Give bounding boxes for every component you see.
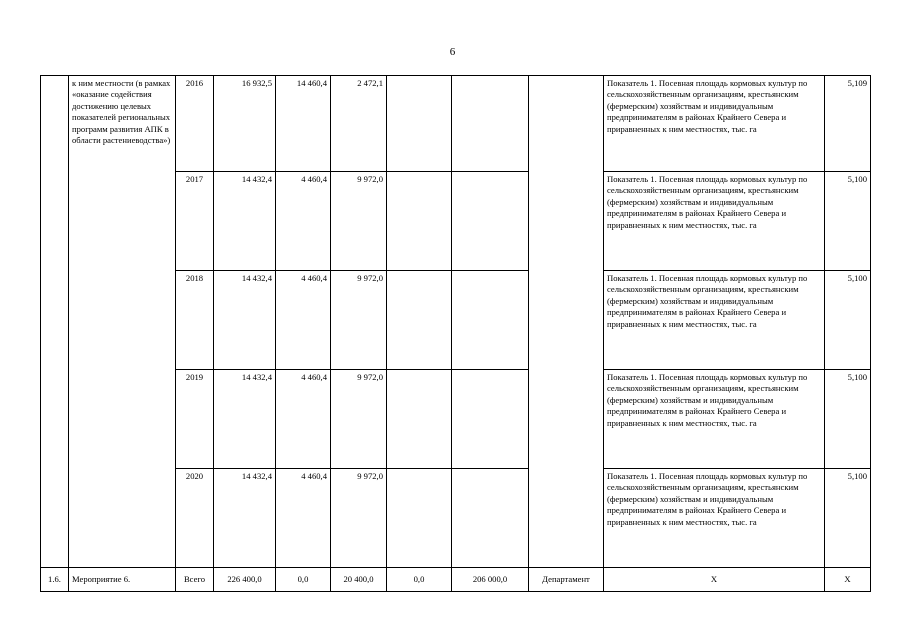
indicator-value-cell: 5,100: [825, 370, 871, 469]
indicator-cell: Показатель 1. Посевная площадь кормовых культур по сельскохозяйственным организациям, крестьянским (фермерским) хозяйствам и индивидуальным предпринимателям в районах Крайнего Севера и приравненных к ним местностях, тыс. га: [604, 172, 825, 271]
funding-cell: 4 460,4: [276, 370, 331, 469]
funding-cell: [387, 370, 452, 469]
funding-cell: 4 460,4: [276, 469, 331, 568]
total-cell: 226 400,0: [214, 568, 276, 592]
year-cell: 2016: [176, 76, 214, 172]
indicator-cell: Показатель 1. Посевная площадь кормовых культур по сельскохозяйственным организациям, крестьянским (фермерским) хозяйствам и индивидуальным предпринимателям в районах Крайнего Севера и приравненных к ним местностях, тыс. га: [604, 469, 825, 568]
funding-cell: 9 972,0: [331, 172, 387, 271]
year-cell: 2017: [176, 172, 214, 271]
program-table: [40, 75, 871, 592]
summary-row: [41, 568, 871, 592]
indicator-value-cell: 5,109: [825, 76, 871, 172]
row-number-cell: [41, 76, 69, 568]
indicator-cell: Показатель 1. Посевная площадь кормовых культур по сельскохозяйственным организациям, крестьянским (фермерским) хозяйствам и индивидуальным предпринимателям в районах Крайнего Севера и приравненных к ним местностях, тыс. га: [604, 271, 825, 370]
funding-cell: 2 472,1: [331, 76, 387, 172]
funding-cell: 9 972,0: [331, 271, 387, 370]
indicator-value-cell: 5,100: [825, 172, 871, 271]
funding-cell: [387, 271, 452, 370]
executor-cell: [529, 76, 604, 568]
total-cell: 14 432,4: [214, 172, 276, 271]
indicator-cell: Показатель 1. Посевная площадь кормовых культур по сельскохозяйственным организациям, крестьянским (фермерским) хозяйствам и индивидуальным предпринимателям в районах Крайнего Севера и приравненных к ним местностях, тыс. га: [604, 370, 825, 469]
funding-cell: [387, 76, 452, 172]
indicator-cell: Показатель 1. Посевная площадь кормовых культур по сельскохозяйственным организациям, крестьянским (фермерским) хозяйствам и индивидуальным предпринимателям в районах Крайнего Севера и приравненных к ним местностях, тыс. га: [604, 76, 825, 172]
table-row: [41, 76, 871, 172]
funding-cell: 9 972,0: [331, 469, 387, 568]
funding-cell: [387, 172, 452, 271]
executor-cell: Департамент: [529, 568, 604, 592]
funding-cell: 20 400,0: [331, 568, 387, 592]
year-cell: 2020: [176, 469, 214, 568]
funding-cell: 14 460,4: [276, 76, 331, 172]
funding-cell: 0,0: [387, 568, 452, 592]
indicator-value-cell: 5,100: [825, 469, 871, 568]
page-number: 6: [449, 46, 456, 58]
funding-cell: 4 460,4: [276, 172, 331, 271]
indicator-cell: Х: [604, 568, 825, 592]
measure-name-cell: Мероприятие 6.: [69, 568, 176, 592]
total-cell: 14 432,4: [214, 370, 276, 469]
funding-cell: 4 460,4: [276, 271, 331, 370]
funding-cell: [452, 172, 529, 271]
total-cell: 14 432,4: [214, 469, 276, 568]
row-number-cell: 1.6.: [41, 568, 69, 592]
year-cell: 2019: [176, 370, 214, 469]
period-cell: Всего: [176, 568, 214, 592]
funding-cell: [387, 469, 452, 568]
funding-cell: [452, 271, 529, 370]
indicator-value-cell: 5,100: [825, 271, 871, 370]
total-cell: 14 432,4: [214, 271, 276, 370]
funding-cell: 9 972,0: [331, 370, 387, 469]
funding-cell: [452, 469, 529, 568]
year-cell: 2018: [176, 271, 214, 370]
total-cell: 16 932,5: [214, 76, 276, 172]
funding-cell: 206 000,0: [452, 568, 529, 592]
funding-cell: 0,0: [276, 568, 331, 592]
funding-cell: [452, 370, 529, 469]
measure-description-cell: к ним местности (в рамках «оказание содействия достижению целевых показателей региональных программ развития АПК в области растениеводства»): [69, 76, 176, 568]
funding-cell: [452, 76, 529, 172]
indicator-value-cell: Х: [825, 568, 871, 592]
